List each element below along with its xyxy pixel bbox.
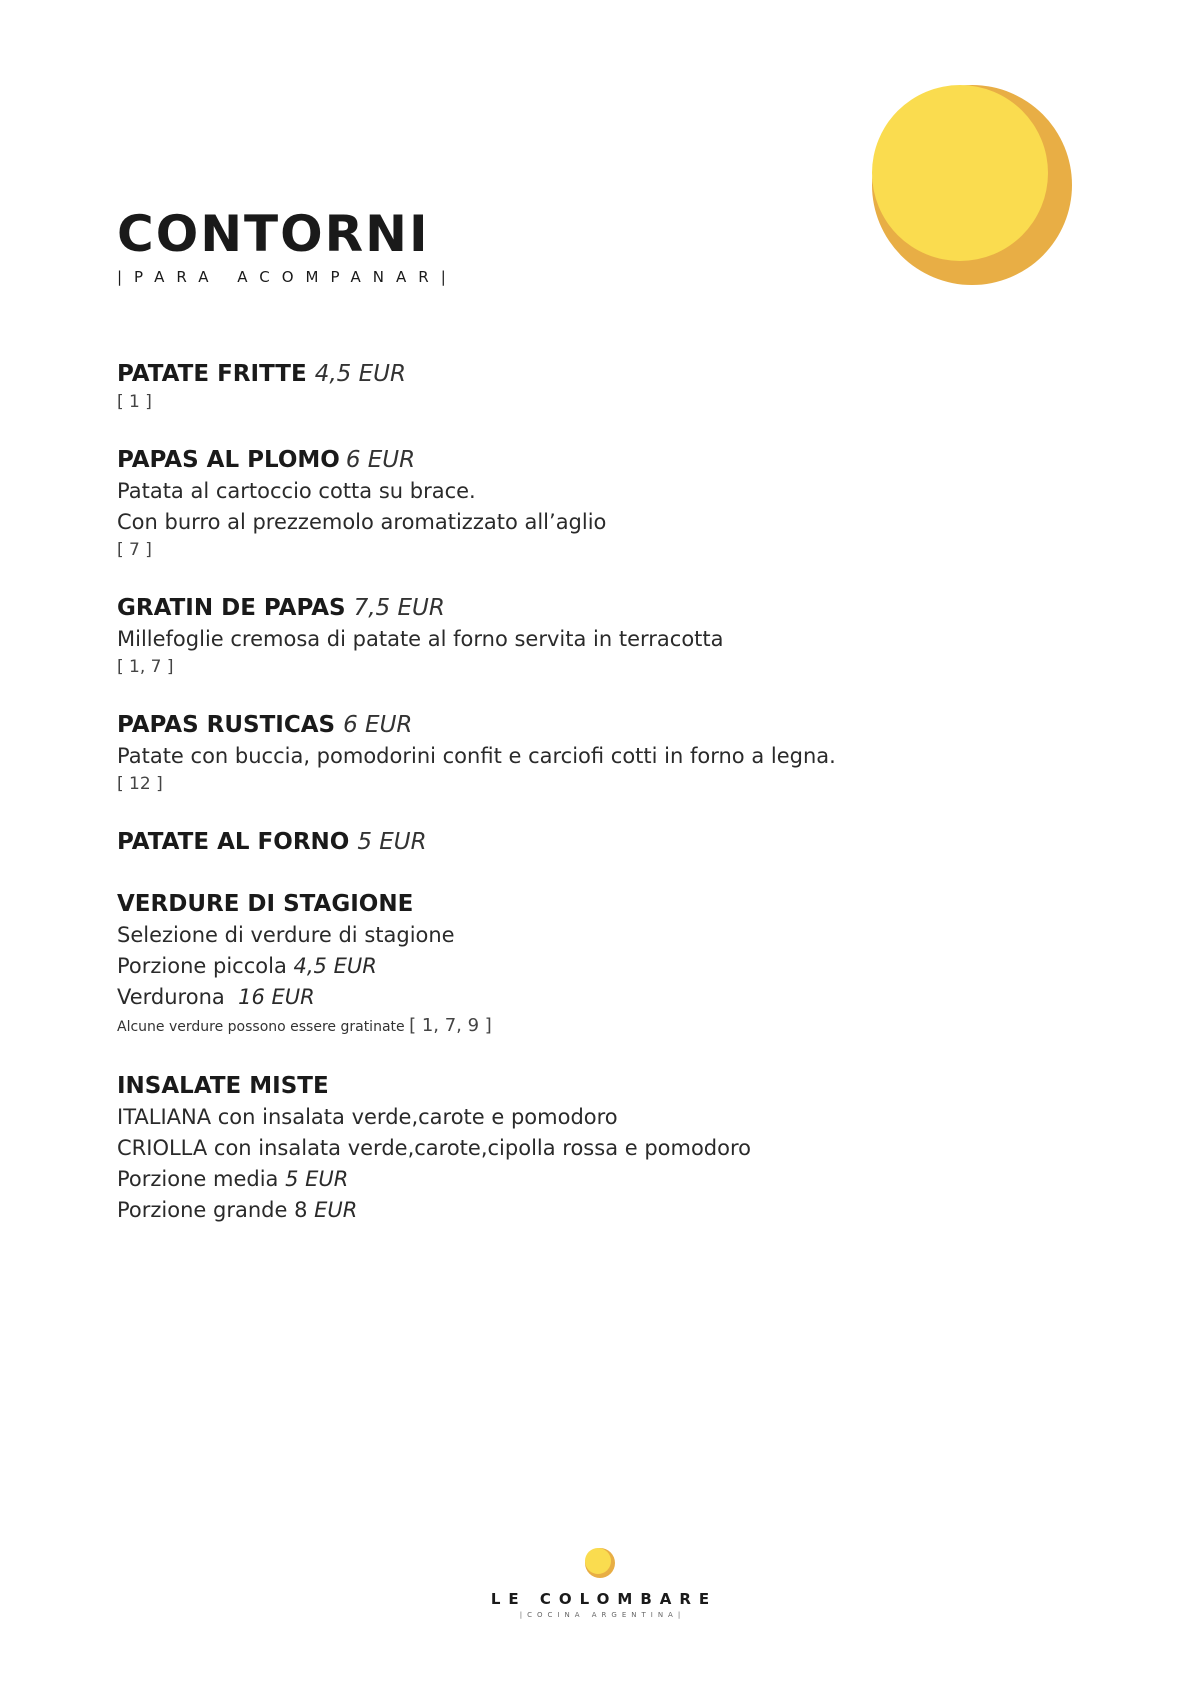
portion-price: EUR <box>314 1198 358 1222</box>
menu-item-insalate-miste <box>117 1070 1017 1226</box>
item-description: Con burro al prezzemolo aromatizzato all’aglio <box>117 510 607 534</box>
page-title: CONTORNI <box>117 205 430 263</box>
item-portion-medium <box>117 1164 1017 1195</box>
item-price: 7,5 EUR <box>353 595 445 621</box>
menu-item-gratin-de-papas <box>117 592 1017 679</box>
item-price: 4,5 EUR <box>314 361 406 387</box>
footer-brand: LE COLOMBARE <box>490 1590 718 1608</box>
item-description: Selezione di verdure di stagione <box>117 923 455 947</box>
portion-price: 4,5 EUR <box>293 954 377 978</box>
item-allergens: [ 1, 7, 9 ] <box>409 1015 492 1036</box>
item-description: Patata al cartoccio cotta su brace. <box>117 479 476 503</box>
item-name: PAPAS RUSTICAS <box>117 712 336 738</box>
menu-item-papas-rusticas <box>117 709 1017 796</box>
page-subtitle: |PARA ACOMPANAR| <box>117 268 458 286</box>
footer-tagline: |COCINA ARGENTINA| <box>519 1611 686 1619</box>
item-description: Patate con buccia, pomodorini confit e carciofi cotti in forno a legna. <box>117 744 836 768</box>
note-text: Alcune verdure possono essere gratinate <box>117 1019 405 1035</box>
item-description: ITALIANA con insalata verde,carote e pomodoro <box>117 1105 618 1129</box>
item-price: 5 EUR <box>357 829 427 855</box>
item-description: Millefoglie cremosa di patate al forno servita in terracotta <box>117 627 724 651</box>
item-portion-large <box>117 1195 1017 1226</box>
portion-price: 5 EUR <box>285 1167 349 1191</box>
portion-price: 16 EUR <box>238 985 315 1009</box>
item-allergens: [ 7 ] <box>117 540 152 560</box>
menu-item-papas-al-plomo <box>117 444 1017 562</box>
item-allergens: [ 12 ] <box>117 774 163 794</box>
item-price: 6 EUR <box>345 447 416 473</box>
menu-item-patate-fritte <box>117 358 1017 414</box>
item-name: INSALATE MISTE <box>117 1073 329 1099</box>
item-allergens: [ 1 ] <box>117 392 152 412</box>
portion-label: Porzione media <box>117 1167 279 1191</box>
item-allergens: [ 1, 7 ] <box>117 657 174 677</box>
menu-list <box>117 358 1017 1256</box>
item-name: PAPAS AL PLOMO <box>117 447 340 473</box>
item-portion-large <box>117 982 1017 1013</box>
item-name: PATATE FRITTE <box>117 361 307 387</box>
menu-item-verdure-di-stagione <box>117 888 1017 1040</box>
moon-logo-icon <box>585 1548 615 1578</box>
portion-label: Porzione grande 8 <box>117 1198 308 1222</box>
portion-label: Porzione piccola <box>117 954 287 978</box>
item-name: PATATE AL FORNO <box>117 829 350 855</box>
item-name: VERDURE DI STAGIONE <box>117 891 414 917</box>
item-portion-small <box>117 951 1017 982</box>
menu-item-patate-al-forno <box>117 826 1017 858</box>
item-description: CRIOLLA con insalata verde,carote,cipolla rossa e pomodoro <box>117 1136 752 1160</box>
item-note <box>117 1013 1017 1040</box>
item-name: GRATIN DE PAPAS <box>117 595 346 621</box>
page-header <box>117 204 458 286</box>
moon-logo-icon <box>872 85 1072 285</box>
item-price: 6 EUR <box>343 712 413 738</box>
portion-label: Verdurona <box>117 985 225 1009</box>
footer <box>0 1548 1200 1619</box>
